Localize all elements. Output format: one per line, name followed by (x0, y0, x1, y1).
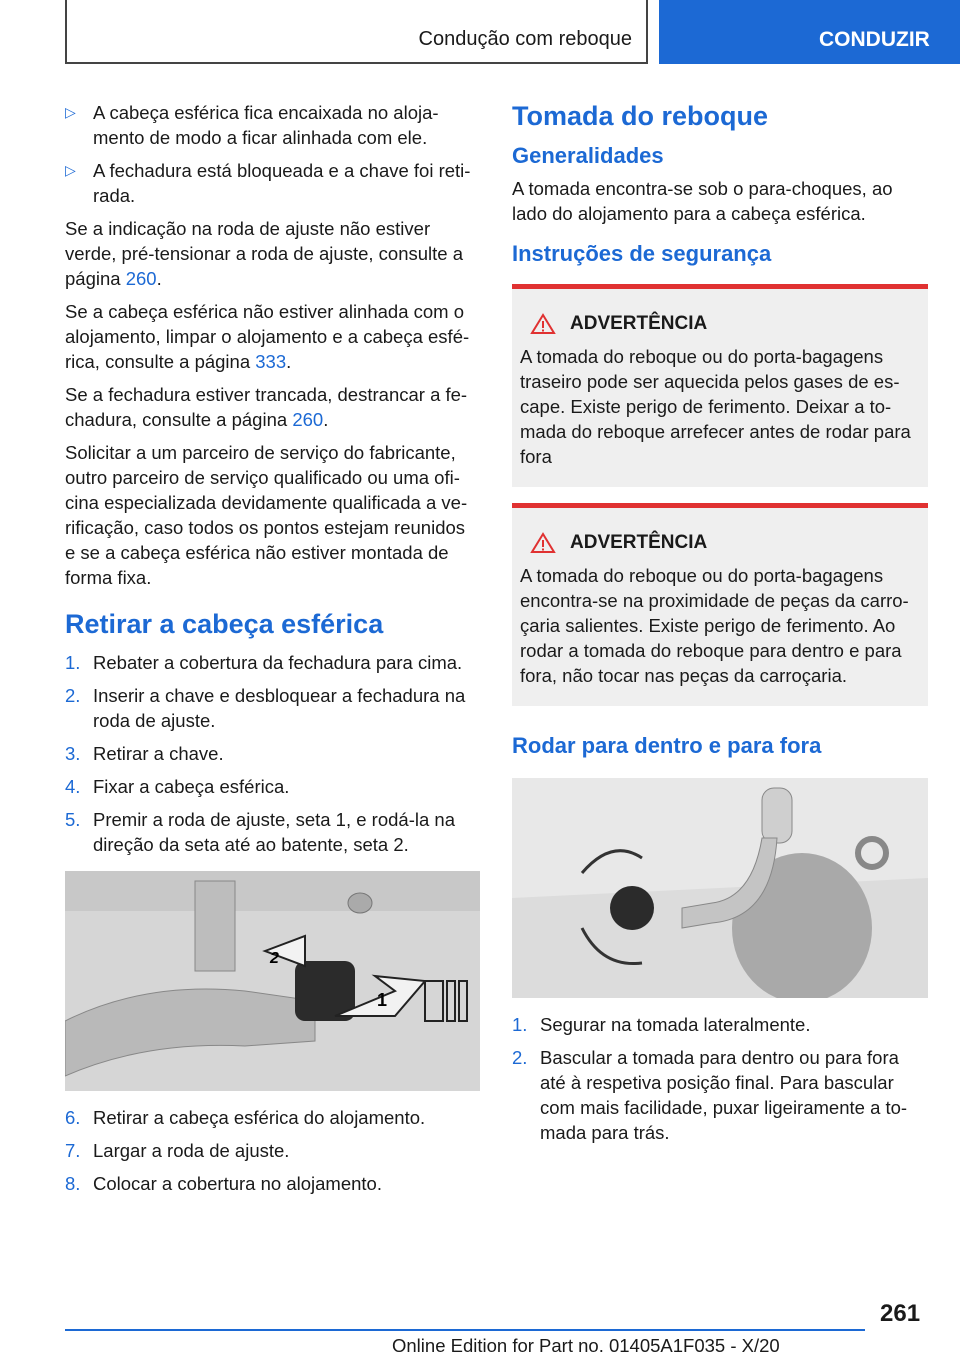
paragraph-text: Se a fechadura estiver trancada, destrancar a fe-chadura, consulte a página (65, 384, 468, 430)
step-text: Premir a roda de ajuste, seta 1, e rodá-la na direção da seta até ao batente, seta 2. (93, 809, 455, 855)
left-column (65, 100, 480, 1204)
subheading: Rodar para dentro e para fora (512, 733, 822, 758)
header-box (65, 0, 648, 64)
step-number: 1. (512, 1014, 528, 1035)
list-item-text: A cabeça esférica fica encaixada no aloja-mento de modo a ficar alinhada com ele. (93, 102, 439, 148)
step-number: 2. (65, 685, 81, 706)
arrow-label-2: 2 (270, 950, 279, 967)
warning-title-text: ADVERTÊNCIA (570, 532, 708, 553)
step-text: Bascular a tomada para dentro ou para fora até à respetiva posição final. Para bascular com mais facilidade, puxar ligeiramente a to-mada para trás. (540, 1047, 908, 1143)
towball-illustration (65, 871, 480, 1091)
page-link[interactable]: 260 (125, 268, 157, 289)
step-text: Retirar a cabeça esférica do alojamento. (93, 1107, 426, 1128)
step-text: Fixar a cabeça esférica. (93, 776, 290, 797)
step-number: 5. (65, 809, 81, 830)
online-edition-note: Online Edition for Part no. 01405A1F035 - X/20 (392, 1335, 780, 1356)
step-number: 1. (65, 652, 81, 673)
step-item (65, 1171, 480, 1196)
triangle-bullet-icon: ▷ (65, 104, 76, 120)
subheading: Generalidades (512, 143, 664, 168)
step-number: 6. (65, 1107, 81, 1128)
warning-title (530, 311, 920, 336)
warning-text: A tomada do reboque ou do porta-bagagens encontra-se na proximidade de peças da carro-çaria salientes. Existe perigo de ferimento. Ao rodar a tomada do reboque para dentro e para fora, não tocar nas peças da carroçaria. (520, 565, 909, 686)
step-item (65, 807, 480, 857)
arrow-label-1: 1 (377, 990, 388, 1010)
step-text: Inserir a chave e desbloquear a fechadura na roda de ajuste. (93, 685, 466, 731)
step-text: Colocar a cobertura no alojamento. (93, 1173, 382, 1194)
footer-divider (65, 1329, 865, 1331)
warning-box (512, 503, 928, 706)
paragraph-text: Se a indicação na roda de ajuste não estiver verde, pré-tensionar a roda de ajuste, consulte a página (65, 218, 463, 289)
section-title: Condução com reboque (418, 28, 632, 50)
warning-triangle-icon (530, 532, 556, 554)
step-item (512, 1045, 928, 1145)
step-item (65, 1105, 480, 1130)
paragraph: A tomada encontra-se sob o para-choques, ao lado do alojamento para a cabeça esférica. (512, 178, 893, 224)
step-item (65, 1138, 480, 1163)
socket-illustration-svg (512, 778, 928, 998)
warning-title (530, 530, 920, 555)
step-item (512, 1012, 928, 1037)
step-item (65, 650, 480, 675)
step-number: 7. (65, 1140, 81, 1161)
warning-title-text: ADVERTÊNCIA (570, 313, 708, 334)
step-text: Retirar a chave. (93, 743, 224, 764)
socket-illustration (512, 778, 928, 998)
step-number: 3. (65, 743, 81, 764)
right-column (512, 100, 928, 1153)
warning-text: A tomada do reboque ou do porta-bagagens traseiro pode ser aquecida pelos gases de es-cape. Existe perigo de ferimento. Deixar a to-mada do reboque arrefecer antes de rodar para fora (520, 346, 911, 467)
paragraph: Se a indicação na roda de ajuste não estiver verde, pré-tensionar a roda de ajuste, consulte a página 260. (65, 218, 463, 289)
step-item (65, 683, 480, 733)
page-link[interactable]: 333 (255, 351, 287, 372)
section-heading: Retirar a cabeça esférica (65, 609, 384, 639)
warning-triangle-icon (530, 313, 556, 335)
paragraph: Se a cabeça esférica não estiver alinhada com o alojamento, limpar o alojamento e a cabeça esfé-rica, consulte a página 333. (65, 301, 470, 372)
subheading: Instruções de segurança (512, 241, 772, 266)
paragraph: Solicitar a um parceiro de serviço do fabricante, outro parceiro de serviço qualificado ou uma ofi-cina especializada devidamente qualificada a ve-rificação, caso todos os pontos estejam reunidos e se a cabeça esférica não estiver montada de forma fixa. (65, 442, 468, 588)
step-text: Segurar na tomada lateralmente. (540, 1014, 811, 1035)
paragraph-text: Se a cabeça esférica não estiver alinhada com o alojamento, limpar o alojamento e a cabeça esfé-rica, consulte a página (65, 301, 470, 372)
page-number: 261 (880, 1300, 921, 1327)
chapter-tab[interactable]: CONDUZIR (659, 0, 960, 64)
step-number: 2. (512, 1047, 528, 1068)
triangle-bullet-icon: ▷ (65, 162, 76, 178)
list-item-text: A fechadura está bloqueada e a chave foi reti-rada. (93, 160, 471, 206)
step-text: Largar a roda de ajuste. (93, 1140, 290, 1161)
step-item (65, 774, 480, 799)
step-number: 4. (65, 776, 81, 797)
towball-illustration-svg (65, 871, 480, 1091)
section-heading: Tomada do reboque (512, 101, 769, 131)
list-item (65, 158, 480, 208)
step-item (65, 741, 480, 766)
step-text: Rebater a cobertura da fechadura para cima. (93, 652, 463, 673)
list-item (65, 100, 480, 150)
page-link[interactable]: 260 (292, 409, 324, 430)
warning-box (512, 284, 928, 487)
paragraph: Se a fechadura estiver trancada, destrancar a fe-chadura, consulte a página 260. (65, 384, 468, 430)
step-number: 8. (65, 1173, 81, 1194)
